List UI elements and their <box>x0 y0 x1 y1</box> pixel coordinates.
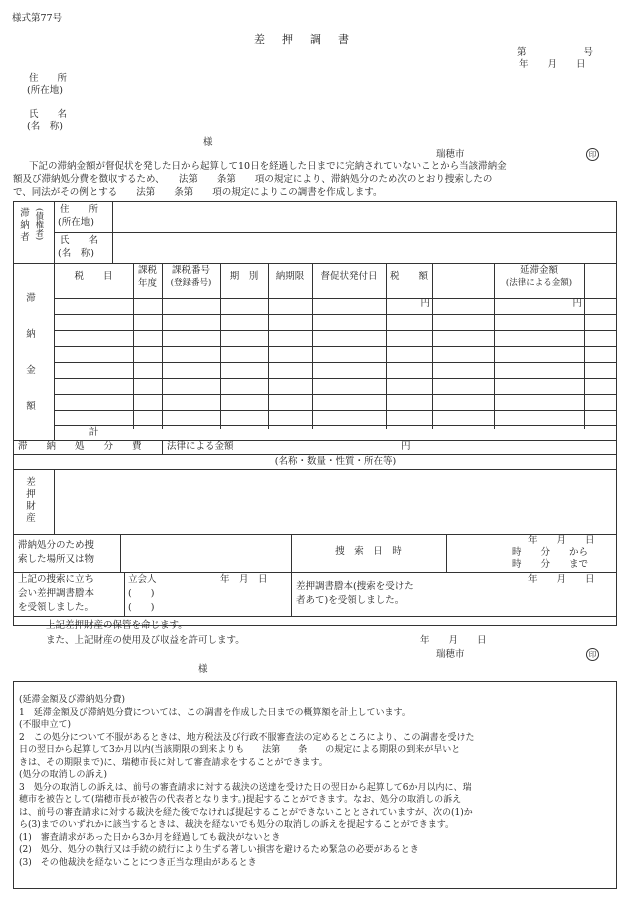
creditor-label: (債権者) <box>33 208 44 241</box>
witness-paren-2: ( ) <box>128 602 155 613</box>
addressee-name-label: 氏 名 <box>29 109 68 120</box>
receipt-label-2: 者あて)を受領しました。 <box>296 595 405 606</box>
col-tax-number-1: 課税番号 <box>171 265 210 276</box>
col-tax-year-1: 課税 <box>137 265 157 276</box>
seal-mark: 印 <box>586 648 599 661</box>
disposal-fee-label: 滞 納 処 分 費 <box>18 441 142 452</box>
seal-mark: 印 <box>586 148 599 161</box>
search-place-label-2: 索した場所又は物 <box>18 554 95 565</box>
col-period: 期 別 <box>229 271 259 282</box>
tax-amount-yen: 円 <box>420 298 430 309</box>
notes-text: (延滞金額及び滞納処分費) 1 延滞金額及び滞納処分費については、この調書を作成した日までの概算額を計上しています。 (不服申立て) 2 この処分について不服があるときは、地方税法及び行政不服審査法の定めるところにより、この調書を受けた 日の翌日から起算して3か月以内(当該期限の到来よりも 法第 条 の規定による期限の到来が早いと きは、その期限まで)に、瑞穂市長に対して審査請求をすることができます。 (処分の取消しの訴え) 3 処分の取消しの訴えは、前号の審査請求に対する裁決の送達を受けた日の翌日から起算して6か月以内に、瑞 穂市を被告として(瑞穂市長が被告の代表者となります。)提起することができます。なお、処分の取消しの訴え は、前号の審査請求に対する裁決を経た後でなければ提起することができないこととされていますが、次の(1)か ら(3)までのいずれかに該当するときは、裁決を経ないでも処分の取消しの訴えを提起することができます。 (1) 審査請求があった日から3か月を経過しても裁決がないとき (2) 処分、処分の執行又は手続の続行により生ずる著しい損害を避けるため緊急の必要があるとき (3) その他裁決を経ないことにつき正当な理由があるとき <box>19 695 475 868</box>
addressee-name-sub: (名 称) <box>27 121 63 132</box>
delinquent-name-label: 氏 名 <box>60 235 99 246</box>
intro-line-3: で、同法がその例とする 法第 条第 項の規定によりこの調書を作成します。 <box>13 187 383 198</box>
document-number: 第 号 <box>517 47 594 58</box>
witness-label-1: 上記の捜索に立ち <box>18 574 95 585</box>
amount-side-label: 滞 納 金 額 <box>26 293 36 412</box>
addressee-address-sub: (所在地) <box>27 85 63 96</box>
col-late-fee-2: (法律による金額) <box>505 278 573 288</box>
witness-title: 立会人 <box>128 574 157 585</box>
custody-date: 年 月 日 <box>420 635 487 646</box>
search-date: 年 月 日 <box>528 535 595 546</box>
custody-issuer: 瑞穂市 <box>436 649 465 660</box>
witness-label-2: 会い差押調書謄本 <box>18 588 95 599</box>
issuer-name: 瑞穂市 <box>436 149 465 160</box>
col-tax-year-2: 年度 <box>137 278 157 289</box>
form-number: 様式第77号 <box>12 13 63 24</box>
legal-amount-label: 法律による金額 <box>167 441 234 452</box>
issuer-seal <box>586 148 599 161</box>
page-title: 差 押 調 書 <box>254 33 352 46</box>
intro-line-2: 額及び滞納処分費を徴収するため、 法第 条第 項の規定により、滞納処分のため次のとおり捜索したの <box>13 174 493 185</box>
witness-paren-1: ( ) <box>128 588 155 599</box>
receipt-label-1: 差押調書謄本(捜索を受けた <box>296 581 414 592</box>
col-due-date: 納期限 <box>275 271 305 282</box>
witness-label-3: を受領しました。 <box>18 602 95 613</box>
receipt-date: 年 月 日 <box>528 574 595 585</box>
col-late-fee-1: 延滞金額 <box>519 265 558 276</box>
total-label: 計 <box>88 427 99 438</box>
col-notice-date: 督促状発付日 <box>320 271 378 282</box>
document-date: 年 月 日 <box>519 59 586 70</box>
addressee-honorific: 様 <box>203 137 213 148</box>
late-fee-yen: 円 <box>572 298 582 309</box>
delinquent-address-label: 住 所 <box>60 204 99 215</box>
col-tax-item: 税 目 <box>74 271 113 282</box>
col-tax-number-2: (登録番号) <box>170 278 212 288</box>
search-datetime-label: 捜 索 日 時 <box>335 546 402 557</box>
property-header: (名称・数量・性質・所在等) <box>274 456 397 467</box>
witness-date: 年 月 日 <box>220 574 268 585</box>
addressee-address-label: 住 所 <box>29 73 68 84</box>
search-place-label-1: 滞納処分のため捜 <box>18 540 95 551</box>
seized-property-label: 差 押 財 産 <box>26 477 36 524</box>
delinquent-address-sub: (所在地) <box>58 217 94 228</box>
search-to: 時 分 まで <box>512 559 589 570</box>
custody-line-2: また、上記財産の使用及び収益を許可します。 <box>46 635 245 646</box>
search-from: 時 分 から <box>512 547 589 558</box>
disposal-fee-yen: 円 <box>401 441 411 452</box>
col-tax-amount: 税 額 <box>389 271 428 282</box>
custody-line-1: 上記差押財産の保管を命じます。 <box>46 620 188 631</box>
intro-line-1: 下記の滞納金額が督促状を発した日から起算して10日を経過した日までに完納されていないことから当該滞納金 <box>29 161 507 172</box>
custody-seal <box>586 648 599 661</box>
custody-honorific: 様 <box>198 664 208 675</box>
delinquent-name-sub: (名 称) <box>58 248 94 259</box>
delinquent-label: 滞 納 者 <box>20 208 30 243</box>
